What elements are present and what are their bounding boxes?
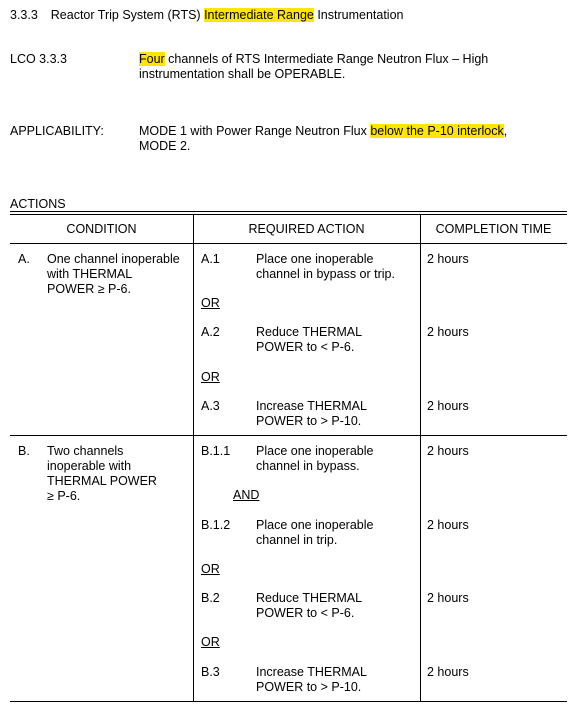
action-id-a2: A.2	[201, 325, 220, 339]
or-connector: OR	[201, 635, 220, 649]
column-divider-2	[420, 214, 421, 701]
applicability-line1: MODE 1 with Power Range Neutron Flux	[139, 124, 371, 138]
action-a1-text: Place one inoperable channel in bypass or trip.	[256, 252, 395, 281]
lco-line2: instrumentation shall be OPERABLE.	[139, 67, 346, 81]
completion-time-a1: 2 hours	[427, 252, 469, 266]
applicability-highlight: below the P-10 interlock	[370, 124, 504, 138]
action-id-b2: B.2	[201, 591, 220, 605]
applicability-line2: MODE 2.	[139, 139, 191, 153]
table-top-rule-2	[10, 214, 567, 215]
table-top-rule	[10, 211, 567, 212]
action-a2-text: Reduce THERMAL POWER to < P-6.	[256, 325, 363, 354]
lco-label: LCO 3.3.3	[10, 52, 67, 66]
action-id-b3: B.3	[201, 665, 220, 679]
completion-time-a3: 2 hours	[427, 399, 469, 413]
action-b11-text: Place one inoperable channel in bypass.	[256, 444, 374, 473]
or-connector: OR	[201, 370, 220, 384]
lco-line1: channels of RTS Intermediate Range Neutron Flux – High	[164, 52, 489, 66]
action-id-b12: B.1.2	[201, 518, 231, 532]
header-completion-time: COMPLETION TIME	[435, 222, 552, 236]
action-b12-text: Place one inoperable channel in trip.	[256, 518, 374, 547]
completion-time-b3: 2 hours	[427, 665, 469, 679]
section-header	[10, 8, 404, 22]
section-title-start: Reactor Trip System (RTS)	[50, 8, 205, 22]
lco-text	[139, 52, 488, 82]
completion-time-b11: 2 hours	[427, 444, 469, 458]
header-required-action: REQUIRED ACTION	[248, 222, 365, 236]
section-number: 3.3.3	[10, 8, 38, 22]
completion-time-b12: 2 hours	[427, 518, 469, 532]
row-a-bottom-rule	[10, 435, 567, 436]
action-id-a1: A.1	[201, 252, 220, 266]
completion-time-b2: 2 hours	[427, 591, 469, 605]
header-bottom-rule	[10, 243, 567, 244]
actions-title: ACTIONS	[10, 197, 66, 211]
lco-highlight: Four	[139, 52, 165, 66]
section-title-end: Instrumentation	[313, 8, 404, 22]
condition-letter-b: B.	[18, 444, 30, 458]
action-b3-text: Increase THERMAL POWER to > P-10.	[256, 665, 367, 694]
action-b2-text: Reduce THERMAL POWER to < P-6.	[256, 591, 363, 620]
condition-letter-a: A.	[18, 252, 30, 266]
and-connector: AND	[233, 488, 260, 502]
action-a3-text: Increase THERMAL POWER to > P-10.	[256, 399, 367, 428]
applicability-label: APPLICABILITY:	[10, 124, 104, 138]
section-title-highlight: Intermediate Range	[204, 8, 314, 22]
condition-b-text: Two channels inoperable with THERMAL POWER ≥ P-6.	[47, 444, 157, 503]
action-id-b11: B.1.1	[201, 444, 231, 458]
action-id-a3: A.3	[201, 399, 220, 413]
or-connector: OR	[201, 562, 220, 576]
condition-a-text: One channel inoperable with THERMAL POWER ≥ P-6.	[47, 252, 180, 296]
applicability-text: MODE 1 with Power Range Neutron Flux below the P-10 interlock, MODE 2.	[139, 124, 508, 153]
completion-time-a2: 2 hours	[427, 325, 469, 339]
or-connector: OR	[201, 296, 220, 310]
column-divider-1	[193, 214, 194, 701]
table-bottom-rule	[10, 701, 567, 702]
header-condition: CONDITION	[66, 222, 137, 236]
